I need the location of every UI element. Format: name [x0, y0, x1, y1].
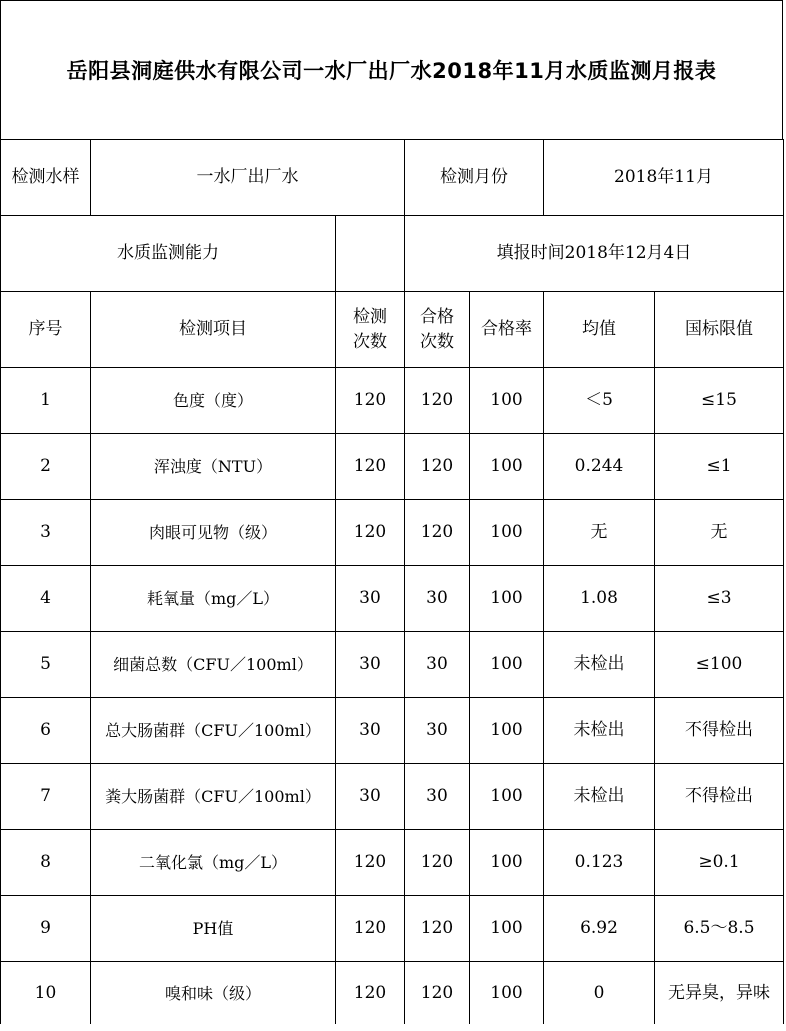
cell-passed: 30 [405, 764, 470, 830]
cell-tests: 30 [336, 632, 405, 698]
cell-passed: 120 [405, 830, 470, 896]
cell-tests: 30 [336, 566, 405, 632]
cell-seq: 9 [1, 896, 91, 962]
cell-mean: 未检出 [544, 764, 655, 830]
capability-row [1, 216, 784, 292]
sample-info-row [1, 140, 784, 216]
cell-passed: 120 [405, 368, 470, 434]
cell-passed: 120 [405, 962, 470, 1025]
cell-tests: 30 [336, 764, 405, 830]
cell-rate: 100 [470, 434, 544, 500]
title-cell [0, 0, 783, 139]
cell-tests: 120 [336, 962, 405, 1025]
cell-passed: 30 [405, 632, 470, 698]
cell-rate: 100 [470, 500, 544, 566]
table-row [1, 698, 784, 764]
cell-tests: 120 [336, 368, 405, 434]
cell-item: 二氧化氯（mg／L） [91, 830, 336, 896]
cell-item: 色度（度） [91, 368, 336, 434]
cell-seq: 2 [1, 434, 91, 500]
cell-item: 肉眼可见物（级） [91, 500, 336, 566]
cell-mean: 1.08 [544, 566, 655, 632]
cell-tests: 120 [336, 500, 405, 566]
cell-item: 浑浊度（NTU） [91, 434, 336, 500]
cell-limit: ≥0.1 [655, 830, 784, 896]
cell-limit: ≤1 [655, 434, 784, 500]
cell-mean: 未检出 [544, 632, 655, 698]
cell-passed: 120 [405, 500, 470, 566]
col-passed-line1: 合格 [420, 306, 454, 327]
report-table [0, 139, 784, 1024]
cell-passed: 120 [405, 434, 470, 500]
cell-passed: 120 [405, 896, 470, 962]
cell-limit: 无 [655, 500, 784, 566]
cell-item: 细菌总数（CFU／100ml） [91, 632, 336, 698]
table-row [1, 632, 784, 698]
cell-seq: 7 [1, 764, 91, 830]
col-tests-line2: 次数 [353, 331, 387, 352]
cell-item: 耗氧量（mg／L） [91, 566, 336, 632]
cell-limit: 6.5～8.5 [655, 896, 784, 962]
cell-item: 粪大肠菌群（CFU／100ml） [91, 764, 336, 830]
cell-rate: 100 [470, 698, 544, 764]
cell-limit: 无异臭，异味 [655, 962, 784, 1025]
sample-label: 检测水样 [1, 140, 91, 216]
cell-mean: 0.123 [544, 830, 655, 896]
cell-limit: 不得检出 [655, 698, 784, 764]
cell-rate: 100 [470, 566, 544, 632]
month-value: 2018年11月 [544, 140, 784, 216]
cell-tests: 120 [336, 830, 405, 896]
cell-tests: 30 [336, 698, 405, 764]
cell-seq: 3 [1, 500, 91, 566]
cell-rate: 100 [470, 896, 544, 962]
cell-seq: 6 [1, 698, 91, 764]
cell-seq: 8 [1, 830, 91, 896]
col-seq: 序号 [1, 292, 91, 368]
cell-passed: 30 [405, 698, 470, 764]
column-header-row [1, 292, 784, 368]
cell-limit: ≤3 [655, 566, 784, 632]
capability-blank [336, 216, 405, 292]
col-limit: 国标限值 [655, 292, 784, 368]
col-tests [336, 292, 405, 368]
cell-mean: 0 [544, 962, 655, 1025]
col-rate: 合格率 [470, 292, 544, 368]
cell-mean: 无 [544, 500, 655, 566]
sample-value: 一水厂出厂水 [91, 140, 405, 216]
capability-label: 水质监测能力 [1, 216, 336, 292]
table-row [1, 764, 784, 830]
cell-mean: 未检出 [544, 698, 655, 764]
col-tests-line1: 检测 [353, 306, 387, 327]
cell-rate: 100 [470, 962, 544, 1025]
col-passed-line2: 次数 [420, 331, 454, 352]
cell-item: 总大肠菌群（CFU／100ml） [91, 698, 336, 764]
cell-seq: 10 [1, 962, 91, 1025]
table-row [1, 896, 784, 962]
table-row [1, 368, 784, 434]
cell-rate: 100 [470, 830, 544, 896]
table-row [1, 500, 784, 566]
table-row [1, 962, 784, 1025]
cell-limit: 不得检出 [655, 764, 784, 830]
cell-limit: ≤100 [655, 632, 784, 698]
cell-limit: ≤15 [655, 368, 784, 434]
table-row [1, 566, 784, 632]
cell-seq: 5 [1, 632, 91, 698]
fill-time: 填报时间2018年12月4日 [405, 216, 784, 292]
report-title: 岳阳县洞庭供水有限公司一水厂出厂水2018年11月水质监测月报表 [66, 59, 717, 83]
cell-seq: 4 [1, 566, 91, 632]
cell-tests: 120 [336, 896, 405, 962]
cell-item: PH值 [91, 896, 336, 962]
cell-passed: 30 [405, 566, 470, 632]
cell-rate: 100 [470, 632, 544, 698]
col-passed [405, 292, 470, 368]
cell-item: 嗅和味（级） [91, 962, 336, 1025]
month-label: 检测月份 [405, 140, 544, 216]
cell-tests: 120 [336, 434, 405, 500]
cell-mean: 0.244 [544, 434, 655, 500]
col-mean: 均值 [544, 292, 655, 368]
col-item: 检测项目 [91, 292, 336, 368]
cell-seq: 1 [1, 368, 91, 434]
table-row [1, 830, 784, 896]
table-row [1, 434, 784, 500]
cell-rate: 100 [470, 764, 544, 830]
cell-mean: 6.92 [544, 896, 655, 962]
cell-rate: 100 [470, 368, 544, 434]
cell-mean: ＜5 [544, 368, 655, 434]
